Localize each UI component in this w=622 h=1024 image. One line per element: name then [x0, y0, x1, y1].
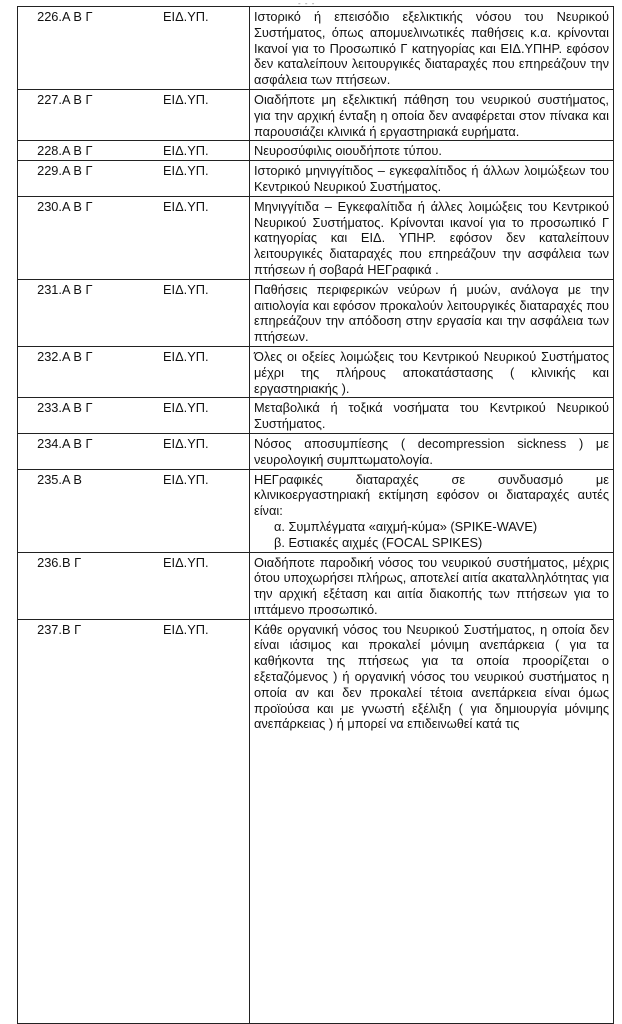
row-categories: Β Γ [62, 554, 82, 570]
row-number: 229. [37, 163, 62, 179]
row-description: Νευροσύφιλις οιουδήποτε τύπου. [250, 141, 614, 161]
table-row [18, 619, 614, 1023]
row-number: 232. [37, 348, 62, 364]
row-number: 226. [37, 9, 62, 24]
row-meta [18, 469, 250, 552]
table-row [18, 279, 614, 346]
row-description: Μεταβολικά ή τοξικά νοσήματα του Κεντρικού Νευρικού Συστήματος. [250, 398, 614, 434]
row-categories: Α Β Γ [62, 348, 93, 364]
row-meta [18, 398, 250, 434]
row-type: ΕΙΔ.ΥΠ. [163, 435, 209, 451]
row-number: 235. [37, 471, 62, 487]
scan-mark: - - - [298, 0, 316, 8]
row-meta [18, 196, 250, 279]
row-categories: Α Β Γ [62, 281, 93, 297]
row-categories: Α Β Γ [62, 198, 93, 214]
table-row [18, 141, 614, 161]
table-row [18, 346, 614, 397]
table-row [18, 469, 614, 552]
row-description: Παθήσεις περιφερικών νεύρων ή μυών, ανάλογα με την αιτιολογία και εφόσον προκαλούν λειτουργικές διαταραχές που επηρεάζουν την απόδοση στην εργασία και την ασφάλεια των πτήσεων. [250, 279, 614, 346]
row-categories: Α Β Γ [62, 91, 93, 107]
row-categories: Α Β [62, 471, 82, 487]
row-categories: Α Β Γ [62, 9, 93, 24]
row-type: ΕΙΔ.ΥΠ. [163, 198, 209, 214]
row-description [250, 469, 614, 552]
row-number: 230. [37, 198, 62, 214]
row-type: ΕΙΔ.ΥΠ. [163, 91, 209, 107]
table-row [18, 552, 614, 619]
row-meta [18, 141, 250, 161]
row-categories: Α Β Γ [62, 143, 93, 159]
row-meta [18, 7, 250, 90]
table-row [18, 433, 614, 469]
row-description: Οιαδήποτε παροδική νόσος του νευρικού συστήματος, μέχρις ότου υποχωρήσει πλήρως, αποτελεί αιτία ακαταλληλότητας για την αρχική εξέταση και αιτία διακοπής των πτήσεων για το ιπτάμενο προσωπικό. [250, 552, 614, 619]
row-meta [18, 89, 250, 140]
row-type: ΕΙΔ.ΥΠ. [163, 348, 209, 364]
row-number: 228. [37, 143, 62, 159]
conditions-table [17, 6, 614, 1024]
row-description: Οιαδήποτε μη εξελικτική πάθηση του νευρικού συστήματος, για την αρχική ένταξη η οποία δεν αναφέρεται στον πίνακα και παρουσιάζει κλινικά ή εργαστηριακά ευρήματα. [250, 89, 614, 140]
table-row [18, 398, 614, 434]
row-type: ΕΙΔ.ΥΠ. [163, 143, 209, 159]
row-type: ΕΙΔ.ΥΠ. [163, 281, 209, 297]
row-description: Κάθε οργανική νόσος του Νευρικού Συστήματος, η οποία δεν είναι ιάσιμος και προκαλεί μόνιμη ανεπάρκεια ( για τα καθήκοντα της πτήσεως για τα οποία προορίζεται ο εξεταζόμενος ) ή οργανική νόσος του νευρικού συστήματος η οποία αν και δεν προκαλεί τέτοια ανεπάρκεια είναι όμως προϊούσα και με γνωστή εξέλιξη ( για δημιουργία μόνιμης ανεπάρκειας ) ή μπορεί να επιδεινωθεί κατά τις [250, 619, 614, 1023]
row-number: 233. [37, 400, 62, 416]
row-meta [18, 279, 250, 346]
row-categories: Α Β Γ [62, 163, 93, 179]
table-row [18, 7, 614, 90]
list-item: α. Συμπλέγματα «αιχμή-κύμα» (SPIKE-WAVE) [274, 518, 538, 534]
row-description: Μηνιγγίτιδα – Εγκεφαλίτιδα ή άλλες λοιμώξεις του Κεντρικού Νευρικού Συστήματος. Κρίνονται ικανοί για το προσωπικό Γ κατηγορίας και ΕΙΔ. ΥΠΗΡ. εφόσον δεν καταλείπουν λειτουργικές διαταραχές που επηρεάζουν την ασφάλεια των πτήσεων ή σοβαρά ΗΕΓραφικά . [250, 196, 614, 279]
row-number: 234. [37, 435, 62, 451]
row-number: 227. [37, 91, 62, 107]
row-description-text: ΗΕΓραφικές διαταραχές σε συνδυασμό με κλινικοεργαστηριακή εκτίμηση εφόσον οι διαταραχές αυτές είναι: [254, 471, 609, 519]
row-categories: Α Β Γ [62, 435, 93, 451]
row-type: ΕΙΔ.ΥΠ. [163, 163, 209, 179]
row-meta [18, 433, 250, 469]
row-number: 231. [37, 281, 62, 297]
row-categories: Α Β Γ [62, 400, 93, 416]
row-type: ΕΙΔ.ΥΠ. [163, 471, 209, 487]
table-row [18, 161, 614, 197]
row-type: ΕΙΔ.ΥΠ. [163, 9, 209, 24]
list-item: β. Εστιακές αιχμές (FOCAL SPIKES) [274, 534, 483, 550]
row-type: ΕΙΔ.ΥΠ. [163, 554, 209, 570]
table-row [18, 89, 614, 140]
row-description: Ιστορικό ή επεισόδιο εξελικτικής νόσου του Νευρικού Συστήματος, όπως απομυελινωτικές παθήσεις κ.α. κρίνονται Ικανοί για το Προσωπικό Γ κατηγορίας και ΕΙΔ.ΥΠΗΡ. εφόσον δεν καταλείπουν λειτουργικές διαταραχές που επηρεάζουν την ασφάλεια των πτήσεων. [250, 7, 614, 90]
row-description: Όλες οι οξείες λοιμώξεις του Κεντρικού Νευρικού Συστήματος μέχρι της πλήρους αποκατάστασης ( κλινικής και εργαστηριακής ). [250, 346, 614, 397]
row-description: Ιστορικό μηνιγγίτιδος – εγκεφαλίτιδος ή άλλων λοιμώξεων του Κεντρικού Νευρικού Συστήματος. [250, 161, 614, 197]
row-meta [18, 346, 250, 397]
row-type: ΕΙΔ.ΥΠ. [163, 621, 209, 637]
row-number: 237. [37, 621, 62, 637]
row-number: 236. [37, 554, 62, 570]
row-categories: Β Γ [62, 621, 82, 637]
row-meta [18, 552, 250, 619]
row-meta [18, 619, 250, 1023]
row-type: ΕΙΔ.ΥΠ. [163, 400, 209, 416]
row-description: Νόσος αποσυμπίεσης ( decompression sickness ) με νευρολογική συμπτωματολογία. [250, 433, 614, 469]
row-meta [18, 161, 250, 197]
table-row [18, 196, 614, 279]
